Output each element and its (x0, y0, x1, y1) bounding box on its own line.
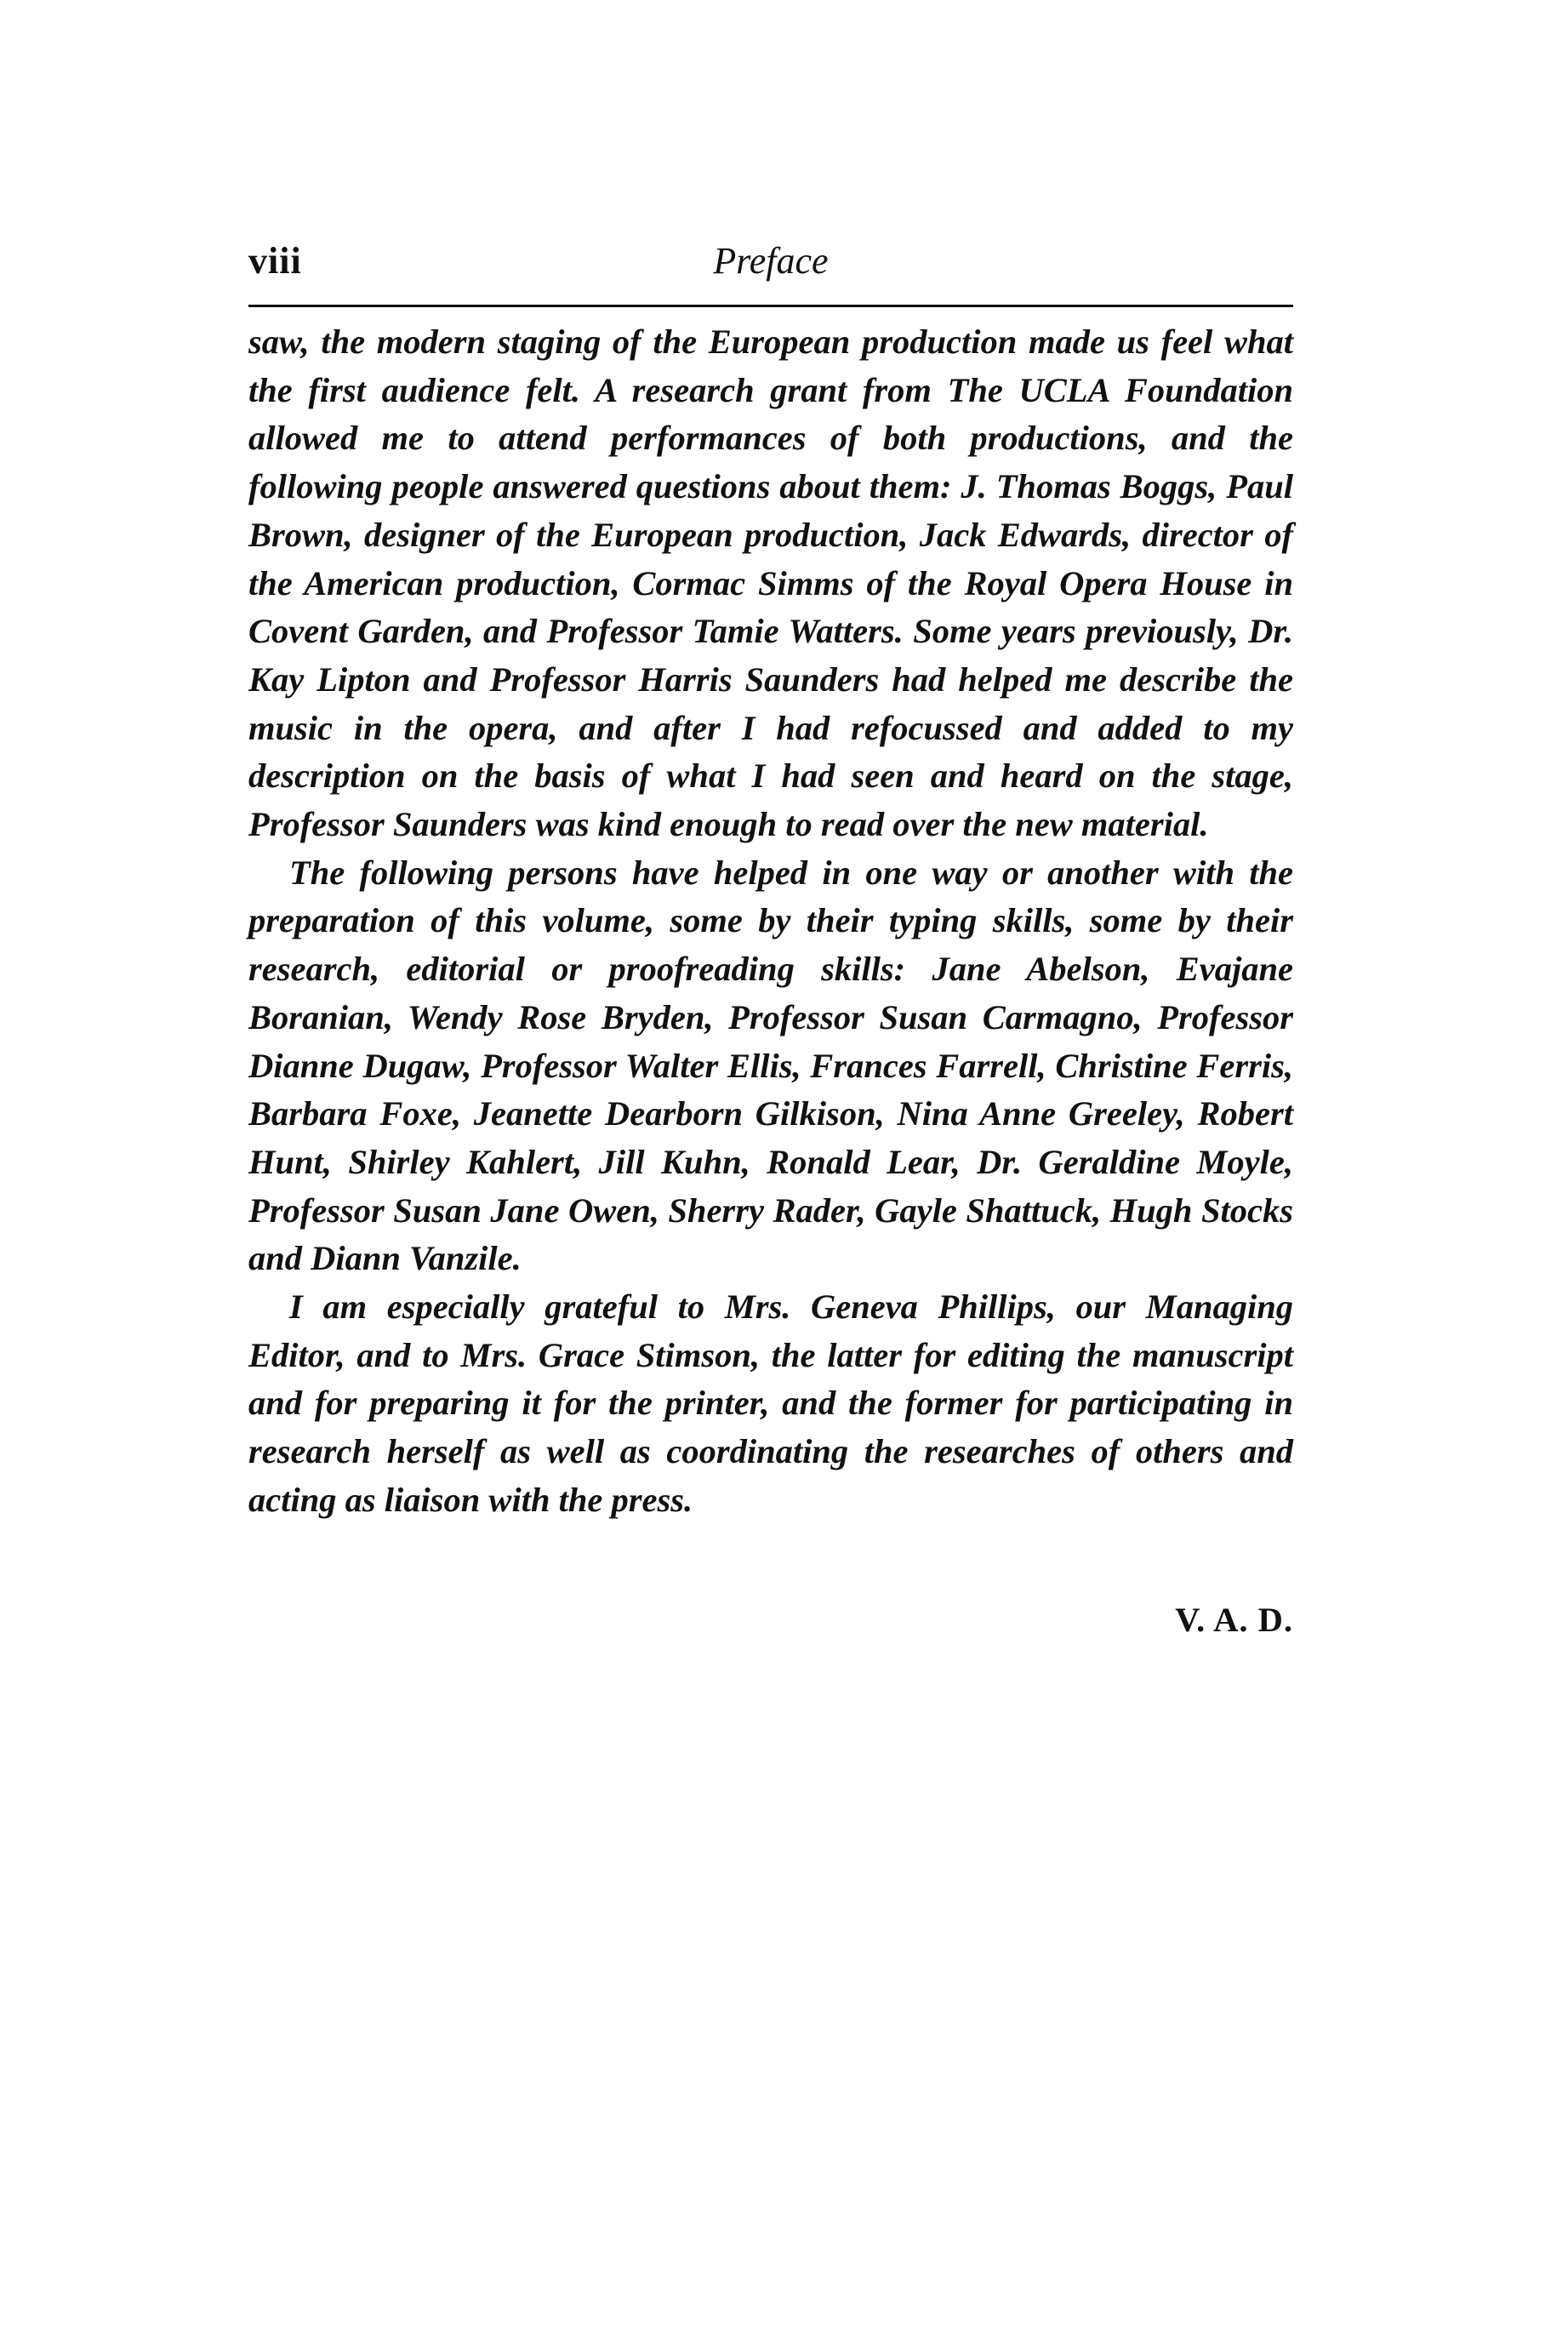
paragraph-gratitude: I am especially grateful to Mrs. Geneva Phillips, our Managing Editor, and to Mrs. Grace Stimson, the latter for editing the manuscript and for preparing it for the printer, and the former for participating in research herself as well as coordinating the researches of others and acting as liaison with the press. (248, 1287, 1293, 1519)
paragraph-acknowledgments: The following persons have helped in one way or another with the preparation of this volume, some by their typing skills, some by their research, editorial or proofreading skills: Jane Abelson, Evajane Boranian, Wendy Rose Bryden, Professor Susan Carmagno, Professor Dianne Dugaw, Professor Walter Ellis, Frances Farrell, Christine Ferris, Barbara Foxe, Jeanette Dearborn Gilkison, Nina Anne Greeley, Robert Hunt, Shirley Kahlert, Jill Kuhn, Ronald Lear, Dr. Geraldine Moyle, Professor Susan Jane Owen, Sherry Rader, Gayle Shattuck, Hugh Stocks and Diann Vanzile. (248, 853, 1293, 1278)
paragraph-continuation: saw, the modern staging of the European production made us feel what the first audience felt. A research grant from The UCLA Foundation allowed me to attend performances of both productions, and the following people answered questions about them: J. Thomas Boggs, Paul Brown, designer of the European production, Jack Edwards, director of the American production, Cormac Simms of the Royal Opera House in Covent Garden, and Professor Tamie Watters. Some years previously, Dr. Kay Lipton and Professor Harris Saunders had helped me describe the music in the opera, and after I had refocussed and added to my description on the basis of what I had seen and heard on the stage, Professor Saunders was kind enough to read over the new material. (248, 323, 1293, 844)
running-head (248, 231, 1293, 291)
preface-body (248, 318, 1293, 1525)
header-rule (248, 305, 1293, 307)
author-initials: V. A. D. (1175, 1601, 1293, 1639)
running-head-title: Preface (713, 240, 829, 282)
page-number: viii (248, 240, 302, 282)
